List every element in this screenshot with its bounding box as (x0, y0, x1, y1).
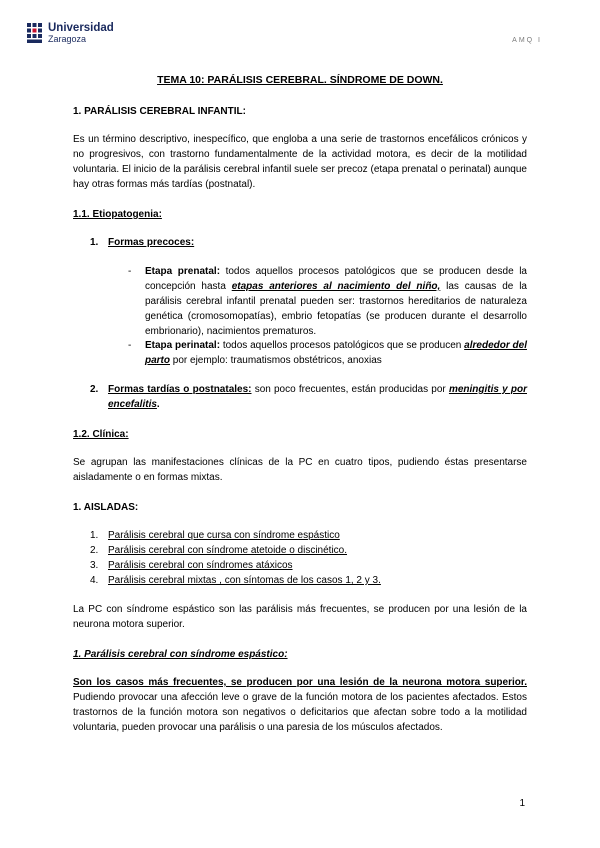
perinatal-emphasis: alrededor del parto (145, 340, 527, 366)
formas-tardias-emphasis: meningitis y por encefalitis (108, 384, 527, 410)
list-number: 2. (90, 545, 99, 556)
list-number: 1. (90, 530, 99, 541)
section-1-heading: 1. PARÁLISIS CEREBRAL INFANTIL: (73, 106, 246, 117)
list-item-title: Formas precoces: (108, 237, 195, 248)
formas-tardias-text: son poco frecuentes, están producidas por (251, 384, 449, 395)
list-number: 1. (90, 237, 99, 248)
prenatal-emphasis: etapas anteriores al nacimiento del niño, (231, 281, 441, 292)
formas-tardias-end: . (156, 399, 160, 410)
logo-city-name: Zaragoza (48, 34, 87, 44)
list-item-text: Parálisis cerebral que cursa con síndrome espástico (108, 530, 340, 541)
perinatal-text-b: por ejemplo: traumatismos obstétricos, anoxias (170, 355, 382, 366)
list-number: 4. (90, 575, 99, 586)
bullet-dash: - (128, 266, 132, 277)
aisladas-heading: 1. AISLADAS: (73, 502, 139, 513)
logo-university-name: Universidad (48, 22, 114, 34)
list-number: 3. (90, 560, 99, 571)
perinatal-text-a: todos aquellos procesos patológicos que se producen (220, 340, 465, 351)
page-number: 1 (519, 798, 525, 809)
list-item-title: Formas tardías o postnatales: (108, 384, 252, 395)
list-item-text: Parálisis cerebral con síndromes atáxicos (108, 560, 293, 571)
perinatal-paragraph (145, 338, 527, 368)
list-item-text: Parálisis cerebral mixtas , con síntomas de los casos 1, 2 y 3. (108, 575, 381, 586)
espastico-paragraph (73, 675, 527, 735)
university-logo (26, 22, 146, 48)
espastico-key-sentence: Son los casos más frecuentes, se producen por una lesión de la neurona motora superior. (73, 677, 527, 688)
perinatal-label: Etapa perinatal: (145, 340, 221, 351)
prenatal-paragraph (145, 264, 527, 339)
list-number: 2. (90, 384, 99, 395)
section-1-2-text: Se agrupan las manifestaciones clínicas de la PC en cuatro tipos, pudiendo éstas presentarse aisladamente o en formas mixtas. (73, 457, 527, 483)
prenatal-text-a: todos aquellos procesos patológicos que se producen desde la concepción hasta (145, 266, 527, 292)
list-item-formas-tardias (108, 382, 527, 412)
university-crest-icon (26, 22, 43, 44)
list-item-text: Parálisis cerebral con síndrome atetoide o discinético. (108, 545, 348, 556)
document-title: TEMA 10: PARÁLISIS CEREBRAL. SÍNDROME DE DOWN. (157, 74, 443, 86)
espastico-text: Pudiendo provocar una afección leve o grave de la función motora de los pacientes afectados. Estos trastornos de la función motora son negativos o deficitarios que afectan sobre todo a la motilidad voluntaria, pueden provocar una parálisis o una paresia de los músculos afectados. (73, 692, 527, 733)
section-1-intro: Es un término descriptivo, inespecífico, que engloba a una serie de trastornos encefálicos crónicos y no progresivos, con trastorno fundamentalmente de la actividad motora, es decir de la motilidad voluntaria. El inicio de la parálisis cerebral infantil suele ser precoz (etapa prenatal o perinatal) aunque hay otras formas más tardías (postnatal). (73, 134, 527, 190)
section-1-2-heading: 1.2. Clínica: (73, 429, 129, 440)
section-1-1-heading: 1.1. Etiopatogenia: (73, 209, 162, 220)
bullet-dash: - (128, 340, 132, 351)
espastico-heading: 1. Parálisis cerebral con síndrome espástico: (73, 649, 288, 660)
prenatal-label: Etapa prenatal: (145, 266, 221, 277)
course-code: AMQ I (512, 37, 542, 44)
prenatal-text-b: las causas de la parálisis cerebral infantil prenatal pueden ser: trastornos hereditarios de naturaleza genética (cromosomopatías), embrio fetopatías (se producen durante el desarrollo embrionario), nacimientos prematuros. (145, 281, 527, 337)
espastico-note: La PC con síndrome espástico son las parálisis más frecuentes, se producen por una lesión de la neurona motora superior. (73, 604, 527, 630)
